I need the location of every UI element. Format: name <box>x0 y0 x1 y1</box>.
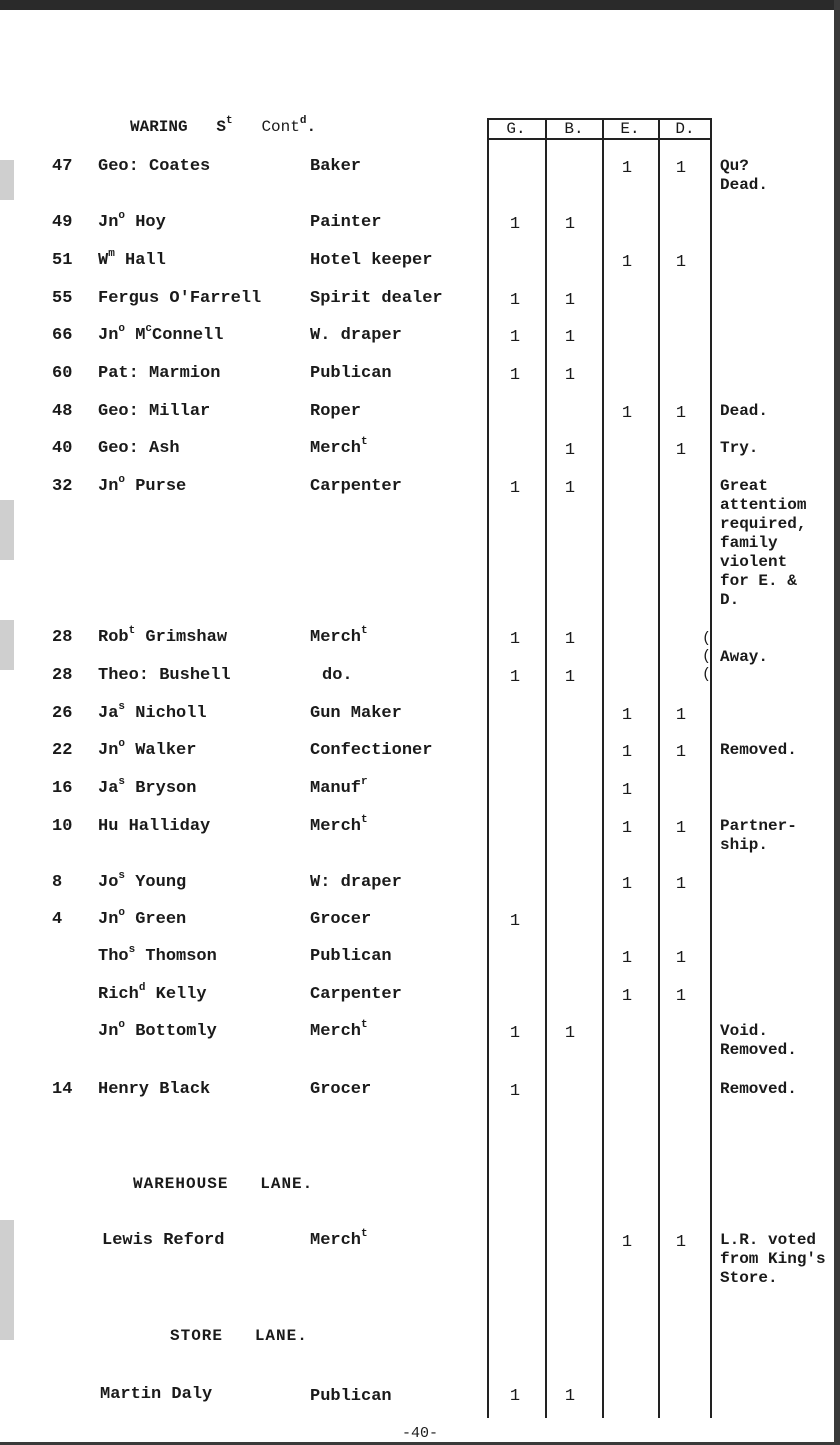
mark-g: 1 <box>509 668 521 687</box>
voter-name: Fergus O'Farrell <box>98 289 262 308</box>
occupation: Merch$^t$ <box>310 814 368 836</box>
house-number: 28 <box>52 666 73 685</box>
house-number: 10 <box>52 817 73 836</box>
store-name: Martin Daly <box>100 1385 213 1404</box>
mark-e: 1 <box>621 949 633 968</box>
occupation: Gun Maker <box>310 704 402 723</box>
house-number: 8 <box>52 873 63 892</box>
warehouse-remark: L.R. voted from King's Store. <box>720 1231 826 1287</box>
voter-name: Theo: Bushell <box>98 666 231 685</box>
mark-b: 1 <box>564 479 576 498</box>
occupation: Grocer <box>310 910 372 929</box>
occupation: Hotel keeper <box>310 251 433 270</box>
mark-d: 1 <box>675 441 687 460</box>
brace: ( <box>702 630 712 647</box>
house-number: 55 <box>52 289 73 308</box>
mark-e: 1 <box>621 404 633 423</box>
table-col-line <box>545 118 547 1418</box>
scan-left-mark <box>0 160 14 200</box>
voter-name: Jn$^o$ Walker <box>98 738 197 760</box>
occupation: W. draper <box>310 326 402 345</box>
occupation: Confectioner <box>310 741 433 760</box>
voter-name: Geo: Coates <box>98 157 211 176</box>
brace: ( <box>702 648 712 665</box>
voter-name: Jn$^o$ $M^cConnell$ <box>98 323 224 345</box>
mark-d: 1 <box>675 404 687 423</box>
house-number: 4 <box>52 910 63 929</box>
occupation: Baker <box>310 157 362 176</box>
mark-d: 1 <box>675 949 687 968</box>
voter-name: $W^m$ Hall <box>98 248 166 270</box>
occupation: Grocer <box>310 1080 372 1099</box>
house-number: 51 <box>52 251 73 270</box>
remark: Removed. <box>720 1080 797 1098</box>
voter-name: Pat: Marmion <box>98 364 221 383</box>
mark-e: 1 <box>621 706 633 725</box>
voter-name: Jn$^o$ Bottomly <box>98 1019 217 1041</box>
warehouse-mark-e: 1 <box>621 1233 633 1252</box>
occupation: Spirit dealer <box>310 289 443 308</box>
house-number: 26 <box>52 704 73 723</box>
mark-e: 1 <box>621 819 633 838</box>
mark-b: 1 <box>564 668 576 687</box>
voter-name: Geo: Ash <box>98 439 180 458</box>
mark-b: 1 <box>564 1024 576 1043</box>
scan-left-mark <box>0 500 14 560</box>
scan-right-edge <box>834 0 840 1445</box>
mark-d: 1 <box>675 706 687 725</box>
voter-name: Ja$^s$ Nicholl <box>98 701 207 723</box>
warehouse-mark-d: 1 <box>675 1233 687 1252</box>
col-header-d: D. <box>675 120 695 138</box>
house-number: 66 <box>52 326 73 345</box>
mark-b: 1 <box>564 328 576 347</box>
voter-name: Henry Black <box>98 1080 211 1099</box>
house-number: 16 <box>52 779 73 798</box>
occupation: Merch$^t$ <box>310 625 368 647</box>
scan-left-mark <box>0 1220 14 1340</box>
house-number: 32 <box>52 477 73 496</box>
mark-e: 1 <box>621 875 633 894</box>
mark-d: 1 <box>675 743 687 762</box>
house-number: 28 <box>52 628 73 647</box>
brace: ( <box>702 666 712 683</box>
remark: Void. Removed. <box>720 1022 797 1059</box>
store-mark-b: 1 <box>564 1387 576 1406</box>
occupation: Merch$^t$ <box>310 1019 368 1041</box>
occupation: Painter <box>310 213 382 232</box>
mark-g: 1 <box>509 630 521 649</box>
voter-name: Rob$^t$ Grimshaw <box>98 625 228 647</box>
mark-d: 1 <box>675 875 687 894</box>
scan-left-mark <box>0 620 14 670</box>
section-heading-store-lane: STORE LANE. <box>170 1327 308 1345</box>
house-number: 47 <box>52 157 73 176</box>
house-number: 40 <box>52 439 73 458</box>
voter-name: Jn$^o$ Green <box>98 907 187 929</box>
mark-g: 1 <box>509 215 521 234</box>
mark-d: 1 <box>675 253 687 272</box>
mark-g: 1 <box>509 1024 521 1043</box>
mark-b: 1 <box>564 215 576 234</box>
remark: Away. <box>720 648 769 666</box>
voter-name: Hu Halliday <box>98 817 211 836</box>
mark-b: 1 <box>564 630 576 649</box>
page-number: -40- <box>402 1425 439 1442</box>
house-number: 49 <box>52 213 73 232</box>
store-mark-g: 1 <box>509 1387 521 1406</box>
voter-name: Jn$^o$ Purse <box>98 474 187 496</box>
occupation: Roper <box>310 402 362 421</box>
occupation: Publican <box>310 947 392 966</box>
voter-name: Tho$^s$ Thomson <box>98 944 217 966</box>
col-header-g: G. <box>506 120 526 138</box>
voter-name: Jo$^s$ Young <box>98 870 187 892</box>
house-number: 60 <box>52 364 73 383</box>
house-number: 48 <box>52 402 73 421</box>
table-header-rule <box>487 138 712 140</box>
mark-b: 1 <box>564 366 576 385</box>
mark-g: 1 <box>509 479 521 498</box>
remark: Removed. <box>720 741 797 759</box>
mark-g: 1 <box>509 328 521 347</box>
warehouse-name: Lewis Reford <box>102 1231 225 1250</box>
store-occupation: Publican <box>310 1387 392 1406</box>
remark: Great attentiom required, family violent for E. & D. <box>720 477 807 609</box>
mark-d: 1 <box>675 159 687 178</box>
occupation: Carpenter <box>310 985 402 1004</box>
section-heading-warehouse-lane: WAREHOUSE LANE. <box>133 1175 314 1193</box>
mark-b: 1 <box>564 441 576 460</box>
mark-d: 1 <box>675 987 687 1006</box>
house-number: 22 <box>52 741 73 760</box>
mark-g: 1 <box>509 1082 521 1101</box>
table-col-line <box>602 118 604 1418</box>
house-number: 14 <box>52 1080 73 1099</box>
occupation: Carpenter <box>310 477 402 496</box>
col-header-e: E. <box>620 120 640 138</box>
mark-e: 1 <box>621 781 633 800</box>
voter-name: Geo: Millar <box>98 402 211 421</box>
remark: Partner- ship. <box>720 817 797 854</box>
warehouse-occupation: Merch$^t$ <box>310 1228 368 1250</box>
remark: Try. <box>720 439 759 457</box>
street-heading: WARING $S^t$ Cont$^d$. <box>130 115 317 136</box>
mark-g: 1 <box>509 366 521 385</box>
occupation: do. <box>322 666 353 685</box>
voter-name: Rich$^d$ Kelly <box>98 982 207 1004</box>
remark: Qu? Dead. <box>720 157 769 194</box>
occupation: Publican <box>310 364 392 383</box>
mark-e: 1 <box>621 253 633 272</box>
mark-e: 1 <box>621 159 633 178</box>
col-header-b: B. <box>564 120 584 138</box>
occupation: Merch$^t$ <box>310 436 368 458</box>
voter-name: Jn$^o$ Hoy <box>98 210 166 232</box>
mark-e: 1 <box>621 987 633 1006</box>
mark-g: 1 <box>509 912 521 931</box>
scan-top-edge <box>0 0 840 10</box>
mark-g: 1 <box>509 291 521 310</box>
occupation: Manuf$^r$ <box>310 776 368 798</box>
voter-name: Ja$^s$ Bryson <box>98 776 197 798</box>
mark-b: 1 <box>564 291 576 310</box>
remark: Dead. <box>720 402 769 420</box>
table-col-line <box>487 118 489 1418</box>
mark-d: 1 <box>675 819 687 838</box>
table-col-line <box>710 118 712 1418</box>
mark-e: 1 <box>621 743 633 762</box>
table-col-line <box>658 118 660 1418</box>
occupation: W: draper <box>310 873 402 892</box>
